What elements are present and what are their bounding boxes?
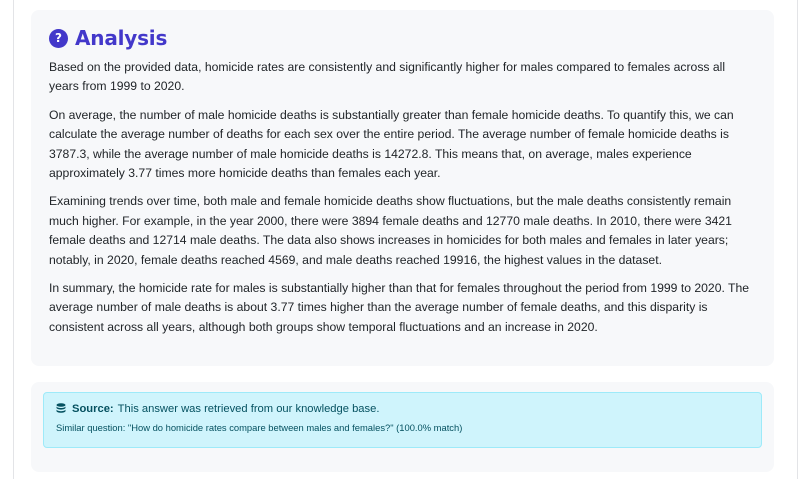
question-circle-icon: ? (49, 29, 68, 48)
source-alert (43, 392, 762, 448)
analysis-card (31, 10, 774, 366)
source-text: This answer was retrieved from our knowledge base. (117, 402, 380, 415)
similar-question: Similar question: "How do homicide rates compare between males and females?" (100.0% match) (56, 422, 463, 433)
source-label: Source: (72, 402, 114, 415)
database-icon (56, 403, 66, 414)
source-card (31, 382, 774, 472)
analysis-paragraph: In summary, the homicide rate for males is substantially higher than that for females throughout the period from 1999 to 2020. The average number of male deaths is about 3.77 times higher than the average number of female deaths, and this disparity is consistent across all years, although both groups show temporal fluctuations and an increase in 2020. (49, 281, 750, 334)
right-scrollbar-track[interactable] (797, 0, 806, 479)
analysis-paragraph: Based on the provided data, homicide rates are consistently and significantly higher for males compared to females across all years from 1999 to 2020. (49, 60, 726, 94)
source-line (56, 401, 749, 416)
analysis-heading (49, 26, 756, 50)
analysis-title: Analysis (75, 26, 168, 50)
left-frame-edge (0, 0, 14, 479)
analysis-paragraph: On average, the number of male homicide deaths is substantially greater than female homicide deaths. To quantify this, we can calculate the average number of deaths for each sex over the entire period. The average number of female homicide deaths is 3787.3, while the average number of male homicide deaths is 14272.8. This means that, on average, males experience approximately 3.77 times more homicide deaths than females each year. (49, 107, 734, 181)
analysis-paragraph: Examining trends over time, both male and female homicide deaths show fluctuations, but the male deaths consistently remain much higher. For example, in the year 2000, there were 3894 female deaths and 12770 male deaths. In 2010, there were 3421 female deaths and 12714 male deaths. The data also shows increases in homicides for both males and females in later years; notably, in 2020, female deaths reached 4569, and male deaths reached 19916, the highest values in the dataset. (49, 194, 732, 267)
